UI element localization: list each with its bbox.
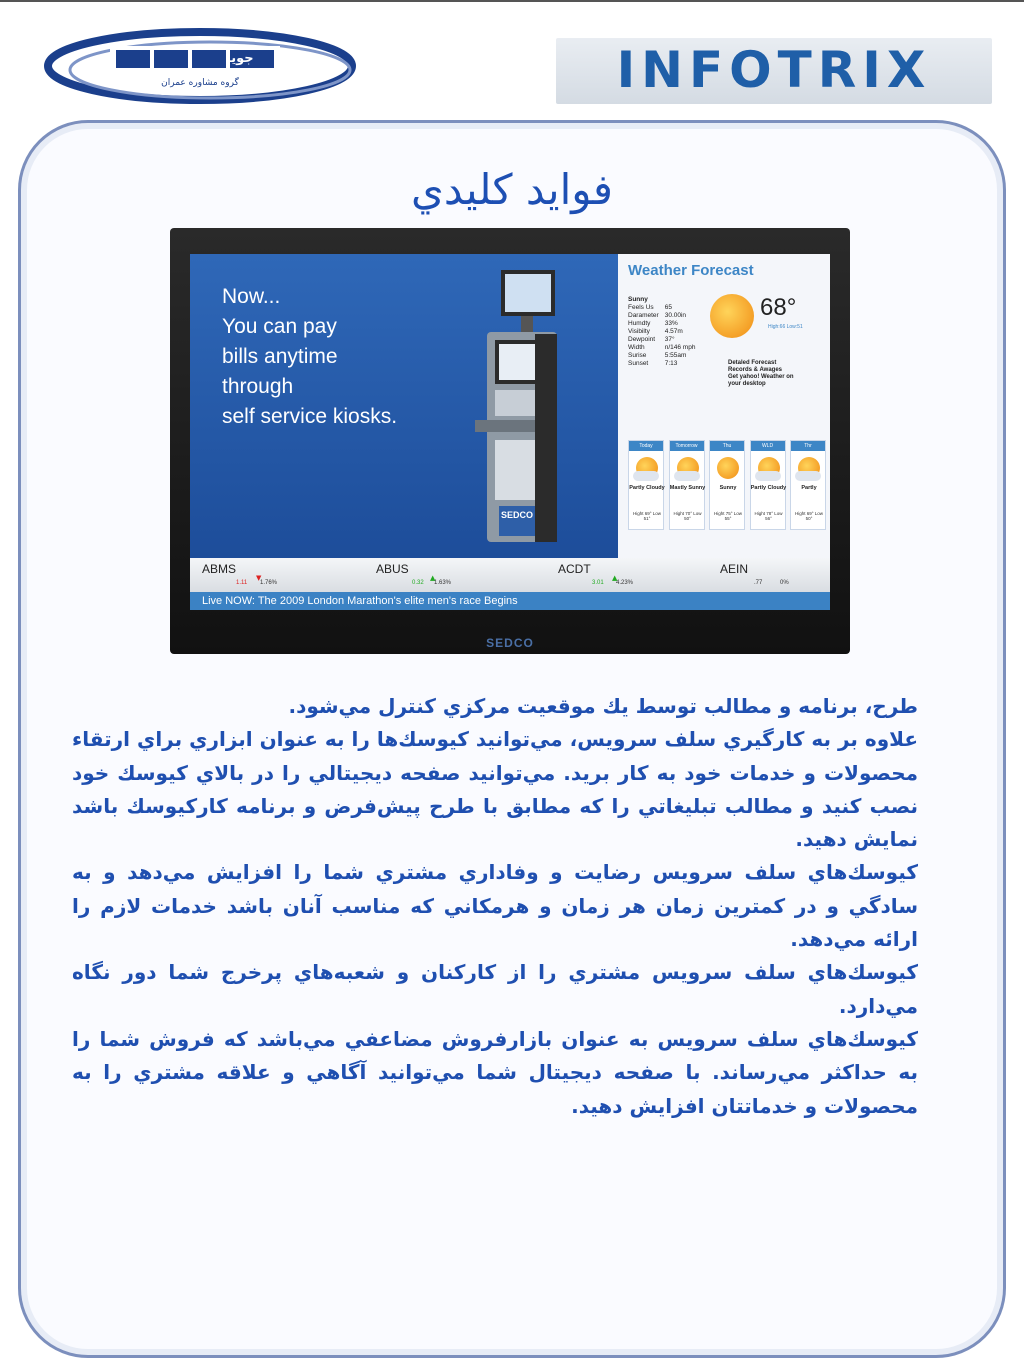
forecast-day: Today Partly Cloudy Hight 69° Low 51° xyxy=(628,440,664,530)
ad-line: self service kiosks. xyxy=(222,405,398,428)
ticker-percent: 1.76% xyxy=(260,580,278,586)
condition-row: Dewpoint 37° xyxy=(628,336,675,343)
condition-row: Width n/146 mph xyxy=(628,344,696,351)
sun-icon xyxy=(710,294,754,338)
forecast-day: Thu Sunny Hight 75° Low 55° xyxy=(709,440,745,530)
news-ticker: Live NOW: The 2009 London Marathon's elite men's race Begins xyxy=(190,592,830,610)
benefits-text xyxy=(72,690,918,1123)
ad-text xyxy=(222,282,422,432)
forecast-day: WLD Partly Cloudy Hight 78° Low 56° xyxy=(750,440,786,530)
ticker-change: 0.32 xyxy=(412,580,424,586)
temperature-hilo: High:66 Low:51 xyxy=(768,324,803,330)
ticker-change: 3.01 xyxy=(592,580,604,586)
forecast-day: Thr Partly Hight 69° Low 50° xyxy=(790,440,826,530)
ticker-change: 1.11 xyxy=(236,580,248,586)
infotrix-logo xyxy=(556,38,992,104)
paragraph: كيوسك‌هاي سلف سرويس مشتري را از كاركنان و شعبه‌هاي پرخرج شما دور نگاه مي‌دارد. xyxy=(72,960,918,1018)
ad-line: Now... xyxy=(222,285,281,308)
paragraph: كيوسك‌هاي سلف سرويس رضايت و وفاداري مشتري شما را افزايش مي‌دهد و به سادگي و در كمترين زمان هر زمان و هرمكاني كه مناسب آنان باشد خدمات لازم را ارائه مي‌دهد. xyxy=(72,860,918,952)
up-arrow-icon: ▲ xyxy=(612,574,618,582)
ad-line: You can pay xyxy=(222,315,337,338)
ticker-symbol: ABUS xyxy=(376,562,409,576)
page-title: فوايد كليدي xyxy=(410,165,614,214)
condition-row: Surise 5:55am xyxy=(628,352,687,359)
monitor-brand: SEDCO xyxy=(486,636,534,650)
ticker-percent: 4.23% xyxy=(616,580,634,586)
ticker-percent: 0% xyxy=(780,580,789,586)
weather-links xyxy=(728,360,818,388)
top-rule xyxy=(0,0,1024,2)
condition-row: Sunny xyxy=(628,296,648,303)
weather-link[interactable]: your desktop xyxy=(728,381,766,387)
ad-line: bills anytime xyxy=(222,345,338,368)
ticker-symbol: ACDT xyxy=(558,562,591,576)
monitor-screen xyxy=(190,254,830,610)
condition-row: Visibilty 4.57m xyxy=(628,328,683,335)
condition-row: Feels Us 65 xyxy=(628,304,672,311)
ticker-symbol: AEIN xyxy=(720,562,749,576)
weather-widget xyxy=(618,254,830,558)
weather-link[interactable]: Get yahoo! Weather on xyxy=(728,374,794,380)
kiosk-icon xyxy=(465,270,565,550)
weather-link[interactable]: Detaled Forecast xyxy=(728,360,777,366)
weather-conditions xyxy=(628,296,701,368)
weather-link[interactable]: Records & Awages xyxy=(728,367,783,373)
joya-logo xyxy=(40,22,360,112)
paragraph: طرح، برنامه و مطالب توسط يك موقعيت مركزي كنترل مي‌شود. xyxy=(288,694,918,718)
ad-line: through xyxy=(222,375,294,398)
paragraph: كيوسك‌هاي سلف سرويس به عنوان بازارفروش مضاعفي مي‌باشد كه فروش شما را به حداكثر مي‌رساند. با صفحه ديجيتال شما مي‌توانيد آگاهي و علاقه مشتري را به محصولات و خدماتتان افزايش دهيد. xyxy=(72,1026,918,1118)
condition-row: Sunset 7:13 xyxy=(628,360,678,367)
forecast-day: Tomorrow Mastly Sunny Hight 70° Low 50° xyxy=(669,440,705,530)
infotrix-logo-text: INFOTRIX xyxy=(616,41,932,99)
stock-ticker xyxy=(190,558,830,592)
ticker-symbol: ABMS xyxy=(202,562,237,576)
kiosk-brand: SEDCO xyxy=(501,510,534,520)
digital-signage-monitor xyxy=(170,228,850,654)
kiosk-advertisement xyxy=(190,254,618,558)
down-arrow-icon: ▼ xyxy=(256,574,262,582)
current-temperature: 68° xyxy=(760,294,797,321)
sunny-icon xyxy=(717,457,739,479)
logo-subtext: گروه مشاوره عمران xyxy=(161,78,239,88)
condition-row: Darameter 30.00in xyxy=(628,312,687,319)
logo-text: جويا xyxy=(226,51,254,66)
logo-swoosh-icon xyxy=(40,22,360,112)
paragraph: علاوه بر به كارگيري سلف سرويس، مي‌توانيد كيوسك‌ها را به عنوان ابزاري براي ارتقاء محصولات و خدمات خود به كار بريد. مي‌توانيد صفحه ديجيتالي را در بالاي كيوسك خود نصب كنيد و مطالب تبليغاتي را كه مطابق با طرح پيش‌فرض و برنامه كاركيوسك باشد نمايش دهيد. xyxy=(72,727,918,852)
condition-row: Humdty 33% xyxy=(628,320,678,327)
forecast-strip xyxy=(628,440,826,530)
weather-title: Weather Forecast xyxy=(628,262,754,279)
ticker-change: .77 xyxy=(754,580,763,586)
up-arrow-icon: ▲ xyxy=(430,574,436,582)
ticker-percent: 1.63% xyxy=(434,580,452,586)
